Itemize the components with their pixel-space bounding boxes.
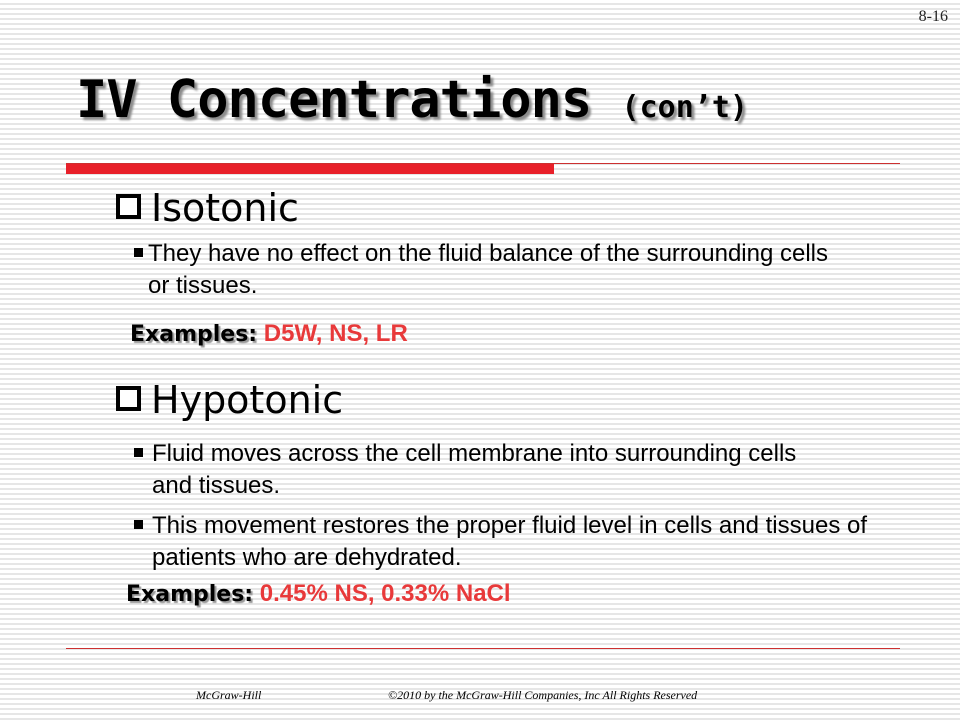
- examples-label: Examples:: [126, 582, 254, 607]
- heading-text: Isotonic: [151, 186, 299, 230]
- footer-publisher: McGraw-Hill: [196, 688, 262, 702]
- examples-hypotonic: [126, 580, 511, 608]
- title-suffix: (con’t): [621, 90, 748, 125]
- footer-copyright: ©2010 by the McGraw-Hill Companies, Inc All Rights Reserved: [388, 688, 698, 702]
- square-bullet-icon: [134, 448, 143, 457]
- examples-value: D5W, NS, LR: [263, 320, 408, 347]
- checkbox-icon: [116, 194, 141, 219]
- bullet-hypotonic-2: [134, 510, 922, 574]
- slide-title: [76, 70, 748, 130]
- bullet-isotonic-1: [134, 238, 848, 302]
- checkbox-icon: [116, 386, 141, 411]
- square-bullet-icon: [134, 520, 143, 529]
- examples-label: Examples:: [130, 322, 258, 347]
- bullet-text: This movement restores the proper fluid level in cells and tissues of patients who are dehydrated.: [152, 512, 867, 571]
- title-main: IV Concentrations: [76, 70, 592, 130]
- square-bullet-icon: [134, 248, 143, 257]
- bullet-text: Fluid moves across the cell membrane into surrounding cells and tissues.: [152, 440, 797, 499]
- bullet-text: They have no effect on the fluid balance of the surrounding cells or tissues.: [148, 240, 829, 299]
- section-heading-isotonic: [116, 188, 299, 230]
- slide-number: 8-16: [918, 8, 948, 25]
- title-red-bar: [66, 164, 554, 174]
- heading-text: Hypotonic: [151, 378, 344, 422]
- examples-value: 0.45% NS, 0.33% NaCl: [259, 580, 511, 607]
- section-heading-hypotonic: [116, 380, 343, 422]
- bullet-hypotonic-1: [134, 438, 832, 502]
- footer-rule: [66, 648, 900, 649]
- examples-isotonic: [130, 320, 408, 348]
